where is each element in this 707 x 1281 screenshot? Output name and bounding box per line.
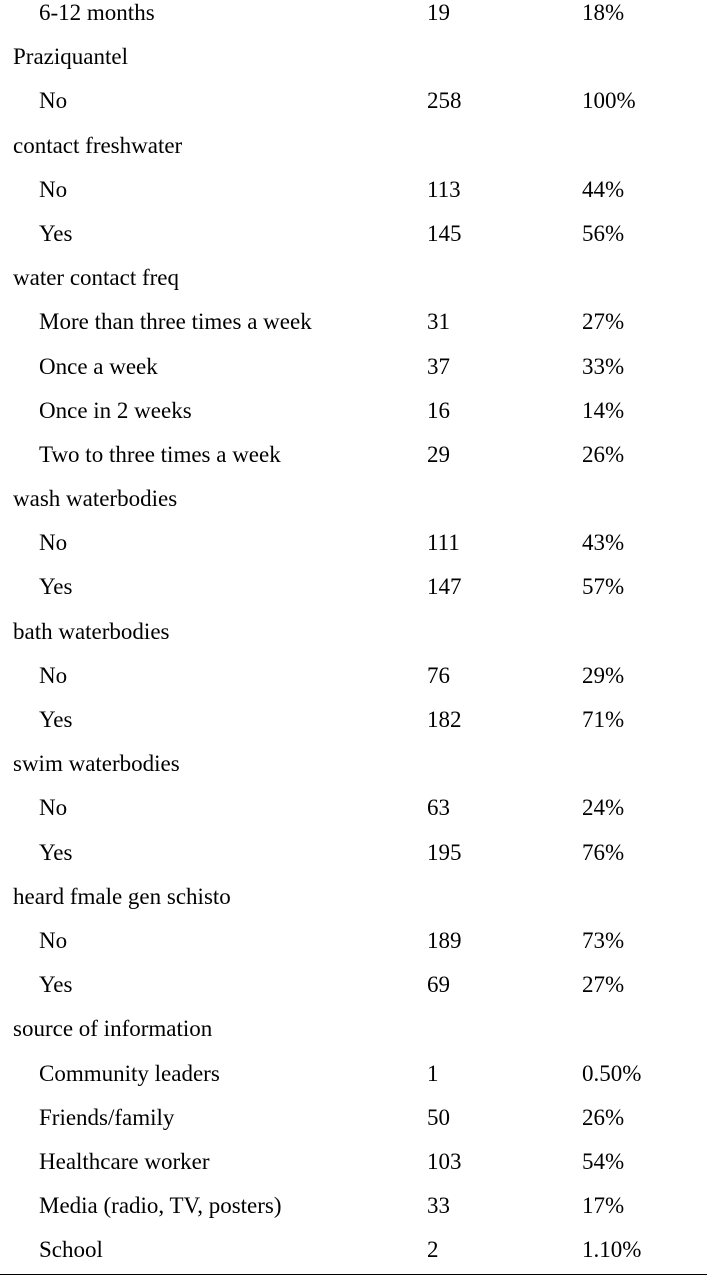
table-section-row bbox=[0, 486, 707, 530]
percent-cell: 17% bbox=[582, 1193, 625, 1219]
count-cell: 37 bbox=[427, 353, 450, 379]
percent-cell: 29% bbox=[582, 662, 625, 688]
section-label: swim waterbodies bbox=[13, 751, 180, 777]
row-label: Healthcare worker bbox=[39, 1148, 210, 1174]
table-row bbox=[0, 0, 707, 44]
table-row bbox=[0, 354, 707, 398]
count-cell: 145 bbox=[427, 220, 462, 246]
count-cell: 33 bbox=[427, 1193, 450, 1219]
section-label: contact freshwater bbox=[13, 132, 183, 158]
table-section-row bbox=[0, 1016, 707, 1060]
row-label: No bbox=[39, 662, 68, 688]
table-section-row bbox=[0, 751, 707, 795]
section-label: water contact freq bbox=[13, 265, 180, 291]
row-label: Yes bbox=[39, 220, 73, 246]
count-cell: 50 bbox=[427, 1104, 450, 1130]
table-row bbox=[0, 1061, 707, 1105]
percent-cell: 27% bbox=[582, 972, 625, 998]
table-row bbox=[0, 88, 707, 132]
row-label: Friends/family bbox=[39, 1104, 175, 1130]
table-row bbox=[0, 574, 707, 618]
percent-cell: 100% bbox=[582, 88, 636, 114]
table-row bbox=[0, 177, 707, 221]
percent-cell: 0.50% bbox=[582, 1060, 642, 1086]
table-row bbox=[0, 530, 707, 574]
table-row bbox=[0, 972, 707, 1016]
percent-cell: 26% bbox=[582, 1104, 625, 1130]
count-cell: 111 bbox=[427, 530, 460, 556]
percent-cell: 14% bbox=[582, 397, 625, 423]
table-row bbox=[0, 1105, 707, 1149]
row-label: School bbox=[39, 1237, 103, 1263]
count-cell: 69 bbox=[427, 972, 450, 998]
table-row bbox=[0, 221, 707, 265]
table-row bbox=[0, 928, 707, 972]
percent-cell: 76% bbox=[582, 839, 625, 865]
row-label: No bbox=[39, 927, 68, 953]
table-row bbox=[0, 795, 707, 839]
table-row bbox=[0, 1149, 707, 1193]
row-label: 6-12 months bbox=[39, 0, 155, 25]
table-section-row bbox=[0, 44, 707, 88]
row-label: More than three times a week bbox=[39, 309, 312, 335]
table-row bbox=[0, 707, 707, 751]
count-cell: 103 bbox=[427, 1148, 462, 1174]
percent-cell: 27% bbox=[582, 309, 625, 335]
section-label: source of information bbox=[13, 1016, 213, 1042]
count-cell: 195 bbox=[427, 839, 462, 865]
table-row bbox=[0, 398, 707, 442]
count-cell: 16 bbox=[427, 397, 450, 423]
count-cell: 1 bbox=[427, 1060, 439, 1086]
count-cell: 147 bbox=[427, 574, 462, 600]
section-label: bath waterbodies bbox=[13, 618, 170, 644]
table-row bbox=[0, 840, 707, 884]
row-label: Yes bbox=[39, 972, 73, 998]
count-cell: 182 bbox=[427, 707, 462, 732]
row-label: Yes bbox=[39, 839, 73, 865]
percent-cell: 54% bbox=[582, 1148, 625, 1174]
row-label: Once a week bbox=[39, 353, 158, 379]
percent-cell: 43% bbox=[582, 530, 625, 556]
table-bottom-rule bbox=[0, 1274, 707, 1275]
table-section-row bbox=[0, 133, 707, 177]
percent-cell: 26% bbox=[582, 441, 625, 467]
percent-cell: 44% bbox=[582, 176, 625, 202]
row-label: No bbox=[39, 176, 68, 202]
count-cell: 258 bbox=[427, 88, 462, 114]
count-cell: 19 bbox=[427, 0, 450, 25]
percent-cell: 1.10% bbox=[582, 1237, 642, 1263]
percent-cell: 57% bbox=[582, 574, 625, 600]
count-cell: 113 bbox=[427, 176, 461, 202]
row-label: No bbox=[39, 530, 68, 556]
percent-cell: 24% bbox=[582, 795, 625, 821]
table-section-row bbox=[0, 265, 707, 309]
row-label: Yes bbox=[39, 574, 73, 600]
percent-cell: 33% bbox=[582, 353, 625, 379]
section-label: Praziquantel bbox=[13, 44, 128, 70]
table-row bbox=[0, 309, 707, 353]
table-row bbox=[0, 1193, 707, 1237]
row-label: No bbox=[39, 795, 68, 821]
count-cell: 31 bbox=[427, 309, 450, 335]
row-label: Two to three times a week bbox=[39, 441, 281, 467]
table-row bbox=[0, 663, 707, 707]
section-label: heard fmale gen schisto bbox=[13, 883, 231, 909]
row-label: Yes bbox=[39, 707, 73, 732]
count-cell: 2 bbox=[427, 1237, 439, 1263]
row-label: Once in 2 weeks bbox=[39, 397, 192, 423]
table-section-row bbox=[0, 619, 707, 663]
count-cell: 63 bbox=[427, 795, 450, 821]
percent-cell: 73% bbox=[582, 927, 625, 953]
section-label: wash waterbodies bbox=[13, 486, 178, 512]
count-cell: 29 bbox=[427, 441, 450, 467]
percent-cell: 71% bbox=[582, 707, 625, 732]
row-label: Community leaders bbox=[39, 1060, 220, 1086]
percent-cell: 56% bbox=[582, 220, 625, 246]
row-label: Media (radio, TV, posters) bbox=[39, 1193, 282, 1219]
percent-cell: 18% bbox=[582, 0, 625, 25]
count-cell: 189 bbox=[427, 927, 462, 953]
row-label: No bbox=[39, 88, 68, 114]
table-row bbox=[0, 442, 707, 486]
count-cell: 76 bbox=[427, 662, 450, 688]
table-section-row bbox=[0, 884, 707, 928]
